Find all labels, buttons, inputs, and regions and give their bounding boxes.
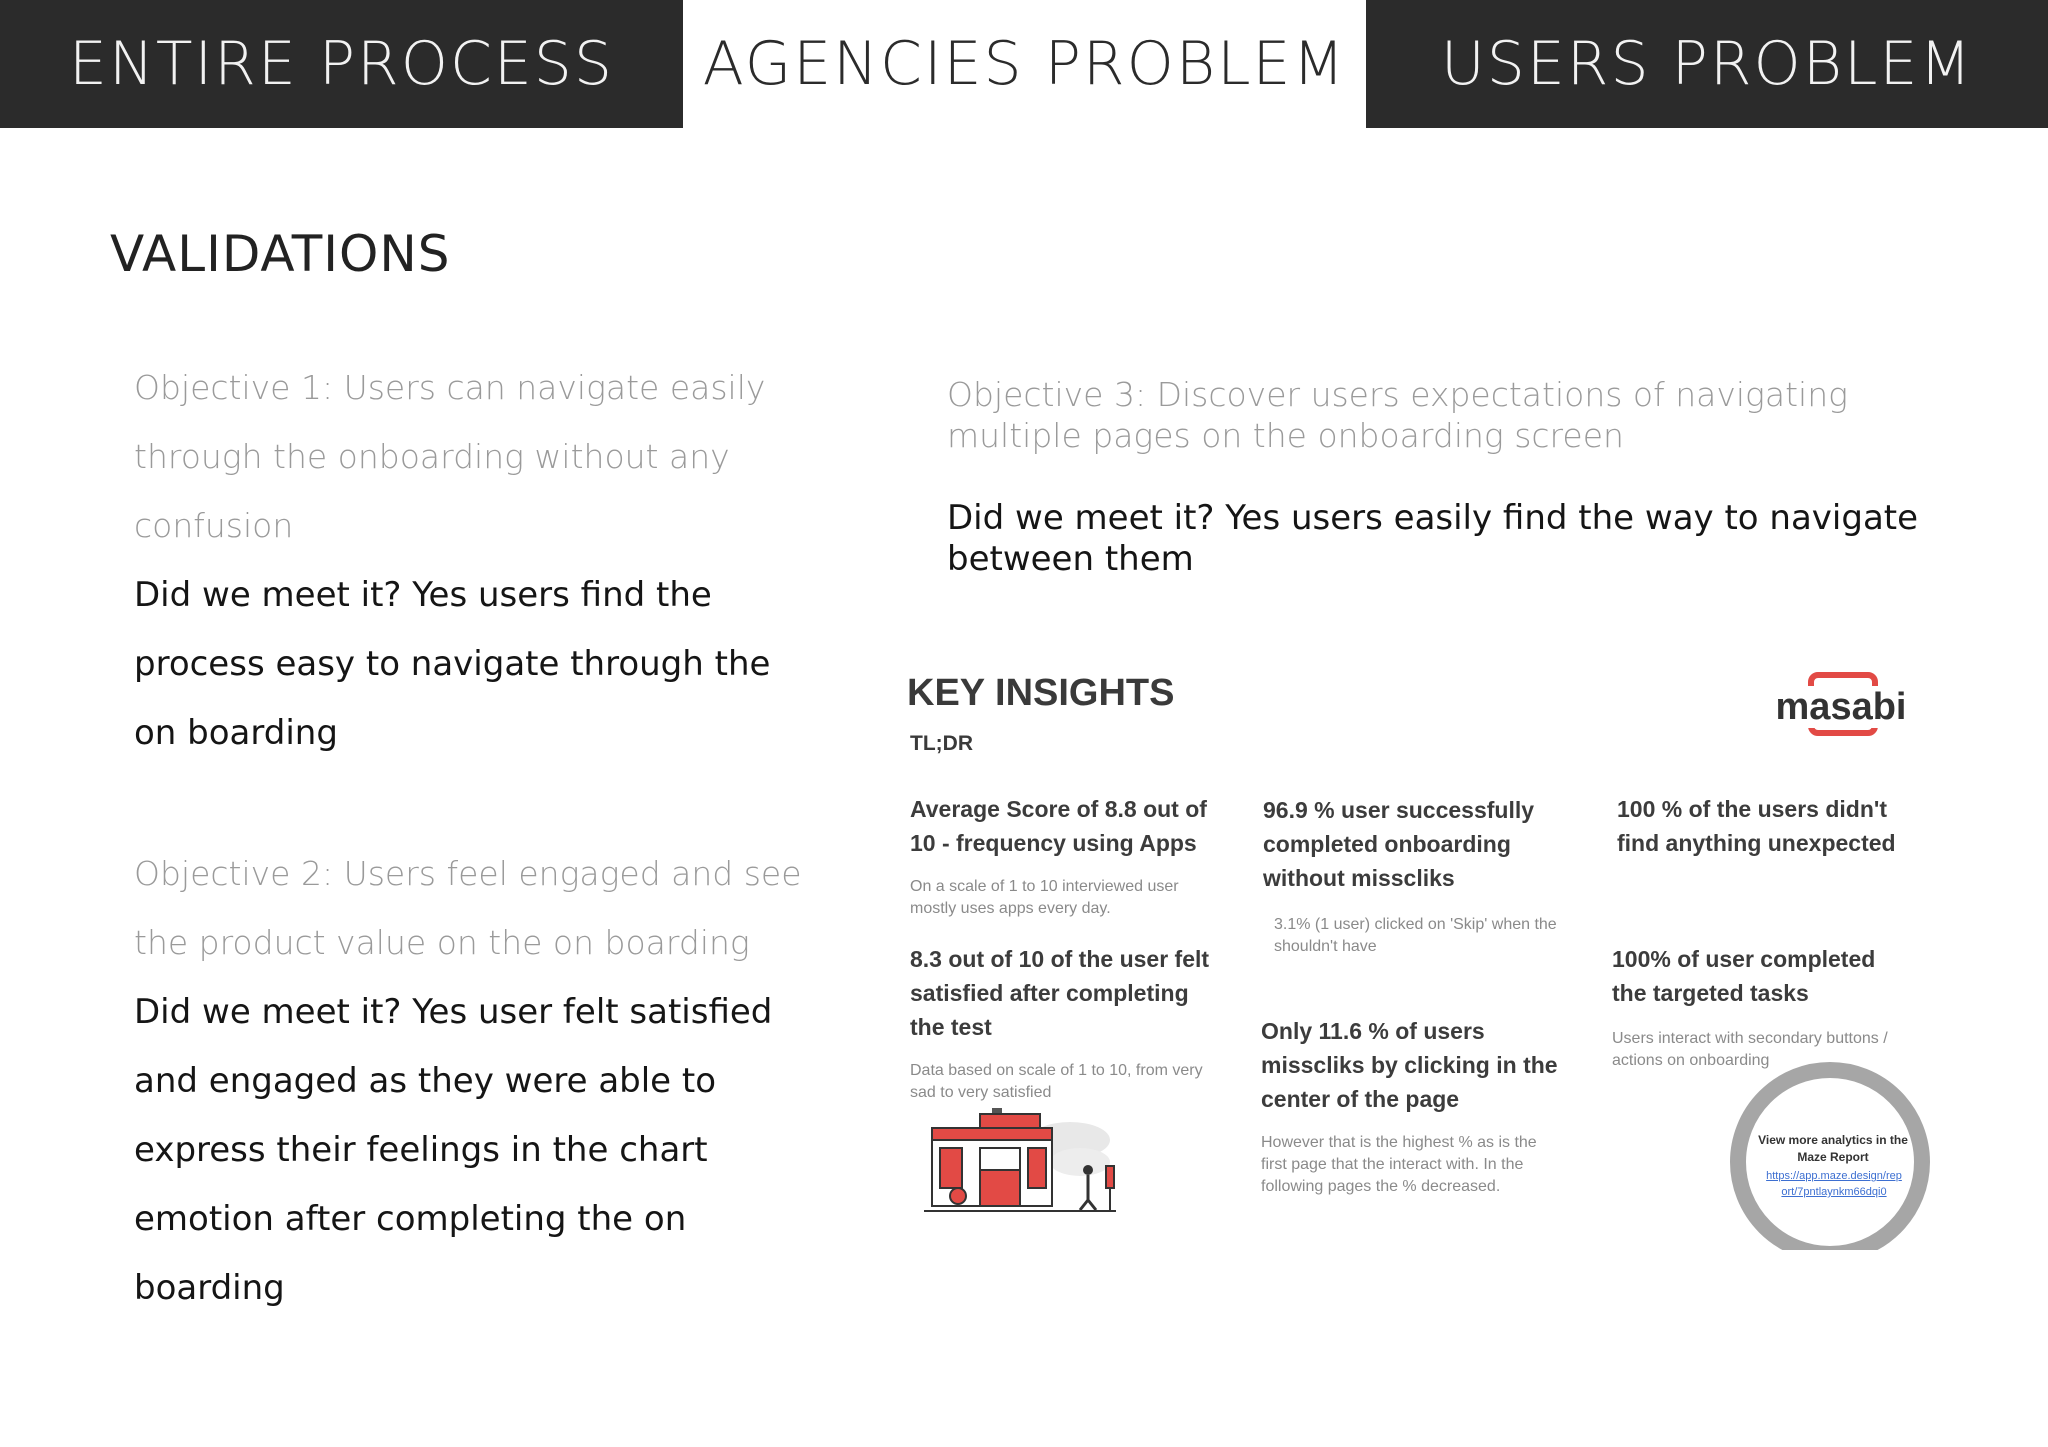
tab-bar (0, 0, 2048, 128)
tab-agencies-problem[interactable]: AGENCIES PROBLEM (683, 0, 1366, 128)
key-insights-subtitle: TL;DR (910, 732, 973, 755)
key-insights-title: KEY INSIGHTS (907, 672, 1175, 714)
key-insights-panel (900, 660, 1940, 1250)
insight-heading-4: Only 11.6 % of users misscliks by clicking in the center of the page (1261, 1018, 1558, 1112)
insight-detail-2: Data based on scale of 1 to 10, from very sad to very satisfied (910, 1062, 1203, 1101)
insight-detail-4: However that is the highest % as is the first page that the interact with. In the following pages the % decreased. (1261, 1134, 1537, 1195)
masabi-logo (1766, 672, 1916, 742)
objective-1-answer: Did we meet it? Yes users find the process easy to navigate through the on boarding (134, 575, 771, 753)
insight-heading-3: 96.9 % user successfully completed onboarding without misscliks (1263, 797, 1535, 891)
insight-heading-1: Average Score of 8.8 out of 10 - frequency using Apps (910, 796, 1207, 856)
maze-report-label: View more analytics in the Maze Report (1758, 1133, 1908, 1164)
objective-3: Objective 3: Discover users expectations of navigating multiple pages on the onboarding screen (947, 375, 1848, 455)
insight-detail-6: Users interact with secondary buttons / actions on onboarding (1612, 1030, 1888, 1069)
insight-heading-6: 100% of user completed the targeted tasks (1612, 946, 1876, 1006)
objective-2: Objective 2: Users feel engaged and see the product value on the on boarding (134, 854, 802, 962)
tab-users-problem[interactable]: USERS PROBLEM (1366, 0, 2048, 128)
objective-1: Objective 1: Users can navigate easily through the onboarding without any confusion (134, 368, 766, 545)
objective-2-answer: Did we meet it? Yes user felt satisfied and engaged as they were able to express their feelings in the chart emotion after completing the on boarding (134, 992, 773, 1308)
insight-detail-1: On a scale of 1 to 10 interviewed user mostly uses apps every day. (910, 878, 1179, 917)
station-illustration-icon (920, 1100, 1120, 1220)
objective-3-answer: Did we meet it? Yes users easily find the way to navigate between them (947, 498, 1919, 579)
maze-report-link[interactable]: https://app.maze.design/report/7pntlaynkm66dqi0 (1766, 1170, 1902, 1198)
insight-heading-2: 8.3 out of 10 of the user felt satisfied after completing the test (910, 946, 1210, 1040)
insight-heading-5: 100 % of the users didn't find anything unexpected (1617, 796, 1896, 856)
maze-report-ring (1730, 1062, 1930, 1250)
page-title: VALIDATIONS (110, 225, 451, 283)
insight-detail-3: 3.1% (1 user) clicked on 'Skip' when the shouldn't have (1274, 916, 1557, 955)
tab-entire-process[interactable]: ENTIRE PROCESS (0, 0, 683, 128)
logo-text: masabi (1775, 686, 1907, 728)
